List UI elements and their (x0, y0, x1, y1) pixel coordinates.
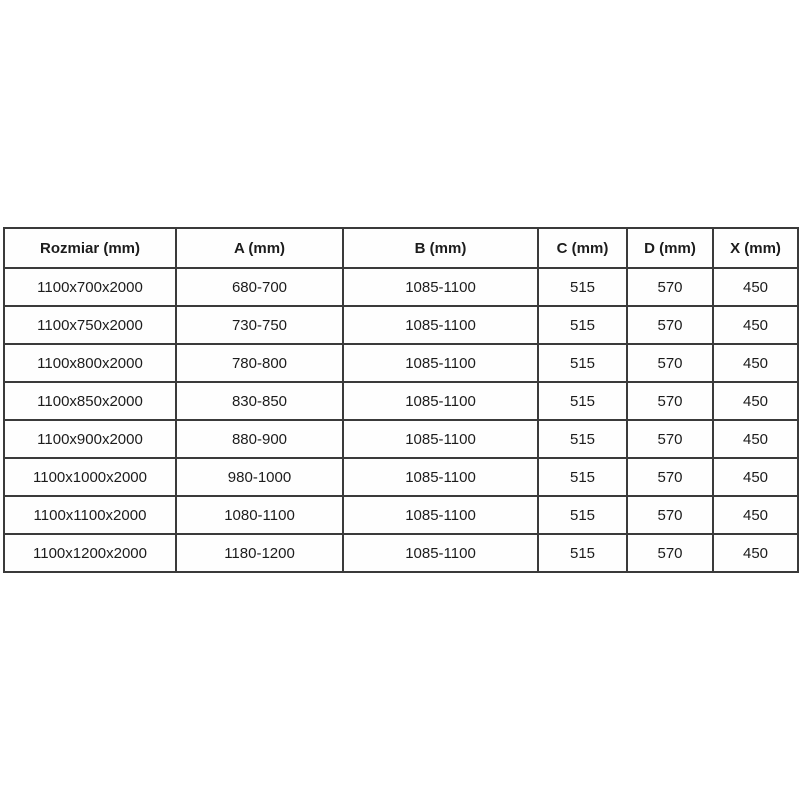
table-cell: 1100x700x2000 (4, 268, 176, 306)
header-row (4, 228, 798, 268)
table-row (4, 382, 798, 420)
table-cell: 1085-1100 (343, 420, 538, 458)
column-header-rozmiar: Rozmiar (mm) (4, 228, 176, 268)
column-header-c: C (mm) (538, 228, 627, 268)
table-cell: 1080-1100 (176, 496, 343, 534)
table-cell: 980-1000 (176, 458, 343, 496)
table-cell: 1100x850x2000 (4, 382, 176, 420)
table-cell: 1100x900x2000 (4, 420, 176, 458)
table-cell: 1085-1100 (343, 496, 538, 534)
table-row (4, 306, 798, 344)
table-cell: 570 (627, 496, 713, 534)
table-cell: 515 (538, 420, 627, 458)
table-cell: 1085-1100 (343, 534, 538, 572)
table-cell: 450 (713, 496, 798, 534)
table-cell: 515 (538, 534, 627, 572)
column-header-a: A (mm) (176, 228, 343, 268)
table-cell: 515 (538, 306, 627, 344)
table-cell: 515 (538, 458, 627, 496)
table-cell: 1100x800x2000 (4, 344, 176, 382)
table-cell: 1085-1100 (343, 344, 538, 382)
column-header-d: D (mm) (627, 228, 713, 268)
table-cell: 880-900 (176, 420, 343, 458)
table-cell: 570 (627, 344, 713, 382)
table-cell: 570 (627, 306, 713, 344)
table-cell: 1180-1200 (176, 534, 343, 572)
table-cell: 780-800 (176, 344, 343, 382)
table-cell: 1100x1000x2000 (4, 458, 176, 496)
table-cell: 515 (538, 344, 627, 382)
table-row (4, 534, 798, 572)
table-cell: 515 (538, 496, 627, 534)
table-cell: 1085-1100 (343, 382, 538, 420)
table-row (4, 268, 798, 306)
table-cell: 515 (538, 268, 627, 306)
column-header-x: X (mm) (713, 228, 798, 268)
table-cell: 1085-1100 (343, 306, 538, 344)
table-cell: 570 (627, 458, 713, 496)
table-cell: 450 (713, 344, 798, 382)
table-row (4, 458, 798, 496)
table-row (4, 420, 798, 458)
table-cell: 450 (713, 458, 798, 496)
table-cell: 570 (627, 382, 713, 420)
table-cell: 450 (713, 306, 798, 344)
table-cell: 680-700 (176, 268, 343, 306)
table-cell: 570 (627, 534, 713, 572)
table-cell: 1085-1100 (343, 458, 538, 496)
table-cell: 830-850 (176, 382, 343, 420)
table-cell: 1100x1200x2000 (4, 534, 176, 572)
table-cell: 570 (627, 268, 713, 306)
table-cell: 1085-1100 (343, 268, 538, 306)
column-header-b: B (mm) (343, 228, 538, 268)
table-cell: 450 (713, 534, 798, 572)
table-cell: 450 (713, 420, 798, 458)
table-cell: 730-750 (176, 306, 343, 344)
table-cell: 450 (713, 268, 798, 306)
dimensions-spec-table (3, 227, 799, 573)
table-cell: 515 (538, 382, 627, 420)
table-cell: 1100x1100x2000 (4, 496, 176, 534)
table-row (4, 344, 798, 382)
table-cell: 1100x750x2000 (4, 306, 176, 344)
table-row (4, 496, 798, 534)
table-cell: 570 (627, 420, 713, 458)
table-cell: 450 (713, 382, 798, 420)
